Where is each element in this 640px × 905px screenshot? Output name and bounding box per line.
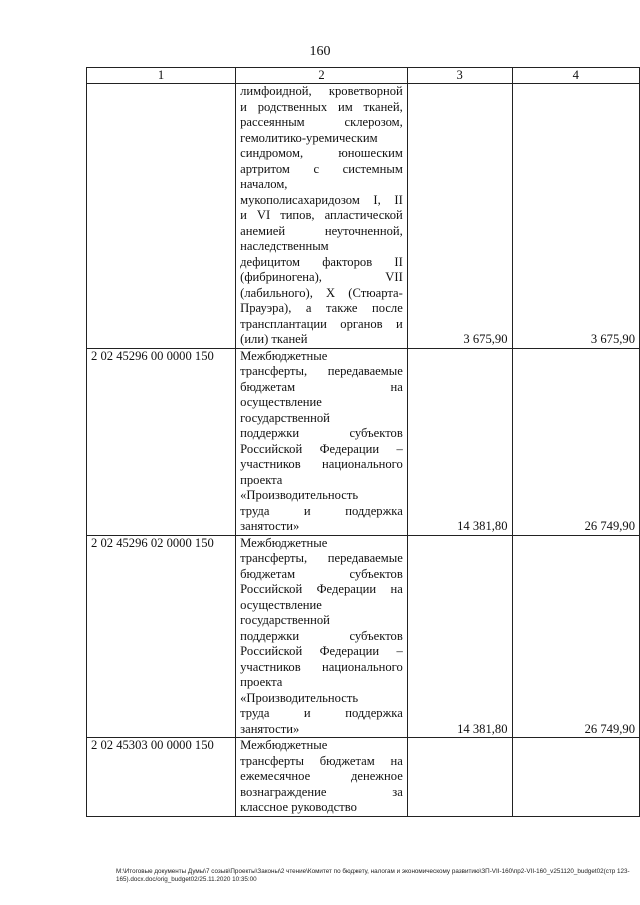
description-line: мукополисахаридозом I, II xyxy=(240,192,403,207)
budget-code-cell xyxy=(87,84,236,349)
description-line: Российской Федерации – xyxy=(240,644,403,658)
description-line: Российской Федерации на xyxy=(240,582,403,596)
description-line: осуществление xyxy=(240,395,322,409)
description-line: проекта xyxy=(240,675,283,689)
file-path-footer: M:\Итоговые документы Думы\7 созыв\Проекты\Законы\2 чтение\Комитет по бюджету, налогам и экономическому развитию\ЗП-VII-160\пр2-VII-160_v251120_budget02(стр 123-165).docx.doc/orig_budget02/25.11.2020 10:35:00 xyxy=(116,868,630,883)
amount-year-1-cell: 14 381,80 xyxy=(407,535,512,738)
description-line: рассеянным склерозом, xyxy=(240,115,403,129)
table-header-row xyxy=(87,68,640,84)
description-line: гемолитико-уремическим xyxy=(240,130,378,145)
description-line: началом, xyxy=(240,177,288,191)
description-line: и родственных им тканей, xyxy=(240,99,403,114)
description-line: участников национального xyxy=(240,659,403,674)
description-line: «Производительность xyxy=(240,488,359,502)
budget-code-cell: 2 02 45296 02 0000 150 xyxy=(87,535,236,738)
description-line: занятости» xyxy=(240,519,300,533)
description-line: участников национального xyxy=(240,457,403,471)
description-line: дефицитом факторов II xyxy=(240,254,403,269)
description-line: трансплантации органов и xyxy=(240,316,403,331)
table-row xyxy=(87,738,640,817)
description-line: Межбюджетные xyxy=(240,535,328,550)
description-line: трансферты, передаваемые xyxy=(240,551,403,565)
header-col-2: 2 xyxy=(236,68,408,84)
description-line: Прауэра), а также после xyxy=(240,301,403,315)
description-line: Российской Федерации – xyxy=(240,441,403,456)
description-line: Межбюджетные xyxy=(240,738,328,752)
description-line: трансферты бюджетам на xyxy=(240,753,403,768)
description-line: поддержки субъектов xyxy=(240,628,403,643)
description-line: классное руководство xyxy=(240,800,357,814)
amount-year-1-cell: 14 381,80 xyxy=(407,348,512,535)
table-body xyxy=(87,84,640,817)
description-line: занятости» xyxy=(240,721,300,736)
description-line: трансферты, передаваемые xyxy=(240,364,403,378)
description-cell xyxy=(236,348,408,535)
budget-table xyxy=(86,67,640,817)
description-line: (или) тканей xyxy=(240,332,308,346)
description-line: лимфоидной, кроветворной xyxy=(240,84,403,98)
description-line: «Производительность xyxy=(240,690,359,705)
description-line: бюджетам субъектов xyxy=(240,566,403,581)
description-line: проекта xyxy=(240,472,283,487)
description-line: анемией неуточненной, xyxy=(240,223,403,238)
description-cell xyxy=(236,535,408,738)
description-line: бюджетам на xyxy=(240,379,403,394)
description-line: труда и поддержка xyxy=(240,503,403,518)
description-cell xyxy=(236,738,408,817)
description-line: артритом с системным xyxy=(240,161,403,176)
header-col-4: 4 xyxy=(512,68,640,84)
amount-year-1-cell xyxy=(407,738,512,817)
amount-year-1-cell: 3 675,90 xyxy=(407,84,512,349)
description-line: государственной xyxy=(240,410,330,425)
table-row xyxy=(87,535,640,738)
amount-year-2-cell: 26 749,90 xyxy=(512,348,640,535)
header-col-3: 3 xyxy=(407,68,512,84)
budget-code-cell: 2 02 45296 00 0000 150 xyxy=(87,348,236,535)
description-line: поддержки субъектов xyxy=(240,426,403,440)
description-line: синдромом, юношеским xyxy=(240,146,403,160)
budget-code-cell: 2 02 45303 00 0000 150 xyxy=(87,738,236,817)
description-line: (лабильного), X (Стюарта- xyxy=(240,285,403,300)
description-line: труда и поддержка xyxy=(240,706,403,720)
description-line: Межбюджетные xyxy=(240,348,328,363)
description-cell xyxy=(236,84,408,349)
description-line: государственной xyxy=(240,613,330,627)
description-line: (фибриногена), VII xyxy=(240,270,403,284)
header-col-1: 1 xyxy=(87,68,236,84)
description-line: ежемесячное денежное xyxy=(240,769,403,783)
amount-year-2-cell: 26 749,90 xyxy=(512,535,640,738)
description-line: осуществление xyxy=(240,597,322,612)
amount-year-2-cell: 3 675,90 xyxy=(512,84,640,349)
amount-year-2-cell xyxy=(512,738,640,817)
description-line: вознаграждение за xyxy=(240,784,403,799)
table-row xyxy=(87,84,640,349)
table-row xyxy=(87,348,640,535)
description-line: и VI типов, апластической xyxy=(240,208,403,222)
page-number: 160 xyxy=(309,44,331,59)
description-line: наследственным xyxy=(240,239,329,253)
